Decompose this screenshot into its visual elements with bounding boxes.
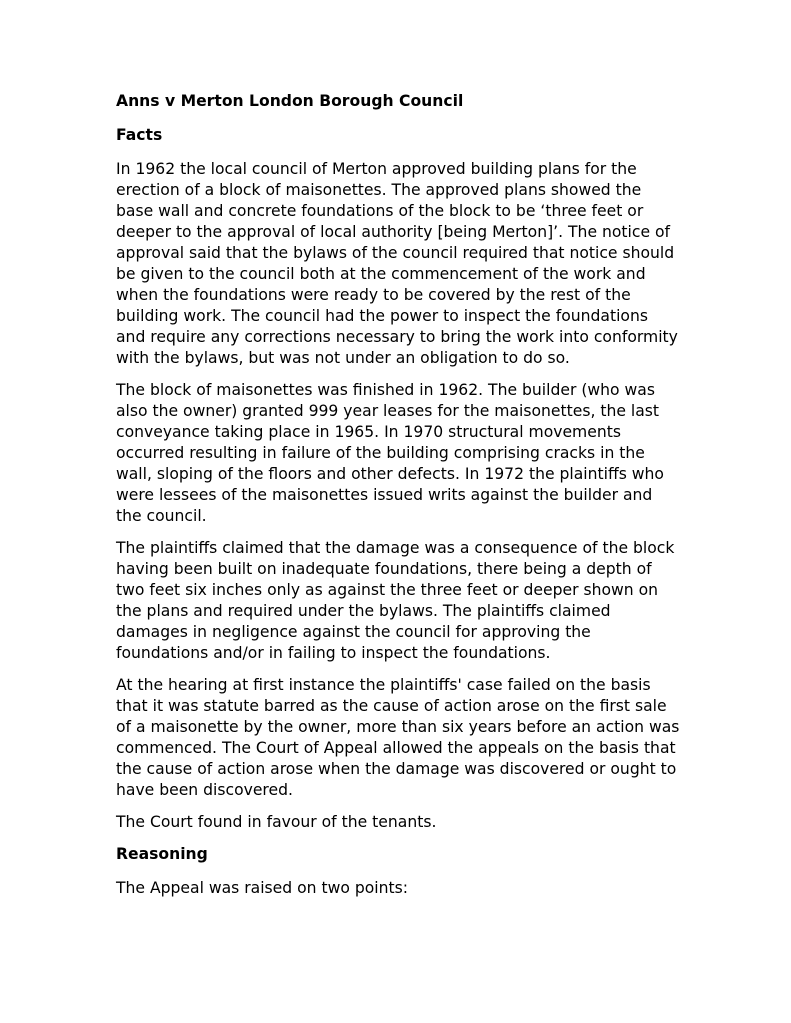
document-title: Anns v Merton London Borough Council <box>116 92 464 110</box>
facts-paragraph-4: At the hearing at first instance the plaintiffs' case failed on the basis that it was statute barred as the cause of action arose on the first sale of a maisonette by the owner, more than six years before an action was commenced. The Court of Appeal allowed the appeals on the basis that the cause of action arose when the damage was discovered or ought to have been discovered. <box>116 676 680 799</box>
facts-paragraph-5: The Court found in favour of the tenants. <box>116 813 437 831</box>
reasoning-heading: Reasoning <box>116 845 208 863</box>
reasoning-paragraph-1: The Appeal was raised on two points: <box>116 879 409 897</box>
facts-paragraph-1: In 1962 the local council of Merton approved building plans for the erection of a block of maisonettes. The approved plans showed the base wall and concrete foundations of the block to be ‘three feet or deeper to the approval of local authority [being Merton]’. The notice of approval said that the bylaws of the council required that notice should be given to the council both at the commencement of the work and when the foundations were ready to be covered by the rest of the building work. The council had the power to inspect the foundations and require any corrections necessary to bring the work into conformity with the bylaws, but was not under an obligation to do so. <box>116 160 678 367</box>
facts-paragraph-3: The plaintiffs claimed that the damage was a consequence of the block having been built on inadequate foundations, there being a depth of two feet six inches only as against the three feet or deeper shown on the plans and required under the bylaws. The plaintiffs claimed damages in negligence against the council for approving the foundations and/or in failing to inspect the foundations. <box>116 539 675 662</box>
facts-paragraph-2: The block of maisonettes was finished in 1962. The builder (who was also the owner) granted 999 year leases for the maisonettes, the last conveyance taking place in 1965. In 1970 structural movements occurred resulting in failure of the building comprising cracks in the wall, sloping of the floors and other defects. In 1972 the plaintiffs who were lessees of the maisonettes issued writs against the builder and the council. <box>116 381 664 525</box>
facts-heading: Facts <box>116 126 163 144</box>
document-page <box>116 91 681 910</box>
